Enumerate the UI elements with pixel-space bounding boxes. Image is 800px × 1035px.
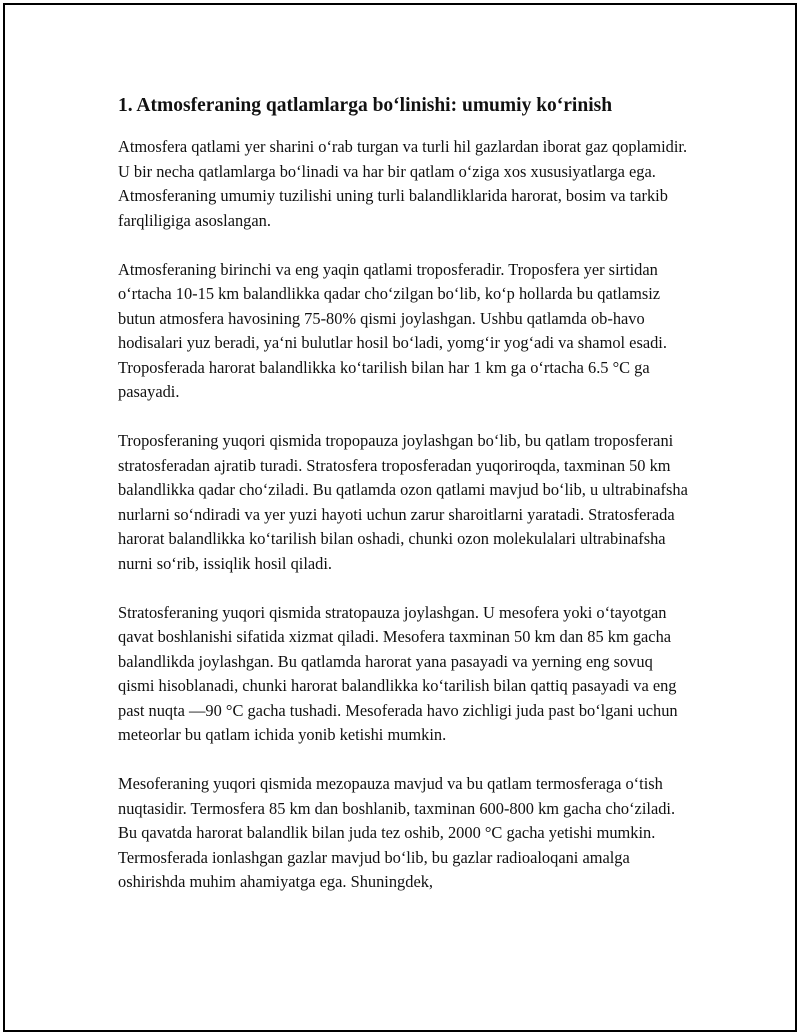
section-title: 1. Atmosferaning qatlamlarga bo‘linishi: umumiy ko‘rinish <box>118 95 613 116</box>
paragraph-mesosphere: Stratosferaning yuqori qismida stratopauza joylashgan. U mesofera yoki o‘tayotgan qavat boshlanishi sifatida xizmat qiladi. Mesofera taxminan 50 km dan 85 km gacha balandlikda joylashgan. Bu qatlamda harorat yana pasayadi va yerning eng sovuq qismi hisoblanadi, chunki harorat balandlikka ko‘tarilish bilan qattiq pasayadi va eng past nuqta —90 °C gacha tushadi. Mesoferada havo zichligi juda past bo‘lgani uchun meteorlar bu qatlam ichida yonib ketishi mumkin. <box>118 602 678 744</box>
document-body <box>118 93 688 919</box>
paragraph-stratosphere: Troposferaning yuqori qismida tropopauza joylashgan bo‘lib, bu qatlam troposferani stratosferadan ajratib turadi. Stratosfera troposferadan yuqoriroqda, taxminan 50 km balandlikka qadar cho‘ziladi. Bu qatlamda ozon qatlami mavjud bo‘lib, u ultrabinafsha nurlarni so‘ndiradi va yer yuzi hayoti uchun zarur sharoitlarni yaratadi. Stratosferada harorat balandlikka ko‘tarilish bilan oshadi, chunki ozon molekulalari ultrabinafsha nurni so‘rib, issiqlik hosil qiladi. <box>118 431 688 573</box>
paragraph-intro: Atmosfera qatlami yer sharini o‘rab turgan va turli hil gazlardan iborat gaz qoplamidir. U bir necha qatlamlarga bo‘linadi va har bir qatlam o‘ziga xos xususiyatlarga ega. Atmosferaning umumiy tuzilishi uning turli balandliklarida harorat, bosim va tarkib farqliligiga asoslangan. <box>118 137 688 230</box>
paragraph-troposphere: Atmosferaning birinchi va eng yaqin qatlami troposferadir. Troposfera yer sirtidan o‘rtacha 10-15 km balandlikka qadar cho‘zilgan bo‘lib, ko‘p hollarda bu qatlamsiz butun atmosfera havosining 75-80% qismi joylashgan. Ushbu qatlamda ob-havo hodisalari yuz beradi, ya‘ni bulutlar hosil bo‘ladi, yomg‘ir yog‘adi va shamol esadi. Troposferada harorat balandlikka ko‘tarilish bilan har 1 km ga o‘rtacha 6.5 °C ga pasayadi. <box>118 259 667 401</box>
paragraph-thermosphere: Mesoferaning yuqori qismida mezopauza mavjud va bu qatlam termosferaga o‘tish nuqtasidir. Termosfera 85 km dan boshlanib, taxminan 600-800 km gacha cho‘ziladi. Bu qavatda harorat balandlik bilan juda tez oshib, 2000 °C gacha yetishi mumkin. Termosferada ionlashgan gazlar mavjud bo‘lib, bu gazlar radioaloqani amalga oshirishda muhim ahamiyatga ega. Shuningdek, <box>118 774 676 891</box>
